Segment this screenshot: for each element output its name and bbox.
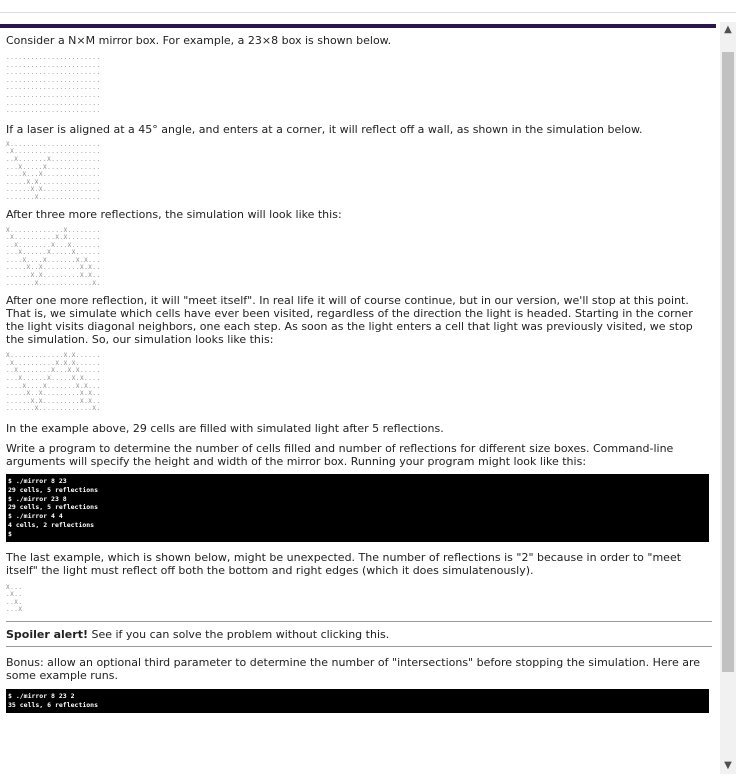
divider-bottom xyxy=(6,646,712,647)
laser-intro-paragraph: If a laser is aligned at a 45° angle, and enters at a corner, it will reflect off a wall, as shown in the simulation below. xyxy=(6,122,643,136)
vertical-scrollbar[interactable] xyxy=(720,22,736,774)
console-line: 35 cells, 6 reflections xyxy=(8,700,99,709)
console-line: $ ./mirror 23 8 xyxy=(8,494,67,503)
spoiler-toggle[interactable] xyxy=(6,628,712,641)
console-line: $ ./mirror 8 23 2 xyxy=(8,691,75,700)
first-reflection-grid: X...................... .X..................... ..X.......X............ ...X.....X............. ....X...X.............. .....X.X............... ......X.X.............. .......X............... xyxy=(6,140,101,201)
write-program-paragraph: Write a program to determine the number of cells filled and number of reflections for different size boxes. Command-line arguments will specify the height and width of the mirror box. Running your program might look like this: xyxy=(6,442,674,468)
header-accent-bar xyxy=(0,24,716,28)
console-example-1 xyxy=(6,474,709,542)
small-grid: X... .X.. ..X. ...X xyxy=(6,583,23,614)
intro-paragraph: Consider a N×M mirror box. For example, a 23×8 box is shown below. xyxy=(6,34,392,47)
spoiler-text: See if you can solve the problem without clicking this. xyxy=(87,627,390,641)
three-reflections-grid: X.............X........ .X..........X.X........ ..X........X...X....... ...X......X.....X...... ....X....X.......X.X... .....X..X.........X.X.. ......X.X.........X.X.. .......X.............X. xyxy=(6,226,101,287)
console-line: 29 cells, 5 reflections xyxy=(8,503,99,512)
console-line: $ xyxy=(8,529,12,538)
meet-itself-paragraph: After one more reflection, it will "meet itself". In real life it will of course continue, but in our version, we'll stop at this point. That is, we simulate which cells have ever been visited, regardless of the direction the light is headed. Starting in the corner the light visits diagonal neighbors, one each step. As soon as the light enters a cell that light was previously visited, we stop the simulation. So, our simulation looks like this: xyxy=(6,294,693,347)
console-line: 4 cells, 2 reflections xyxy=(8,520,95,529)
console-line: 29 cells, 5 reflections xyxy=(8,485,99,494)
scroll-up-icon[interactable]: ▲ xyxy=(724,24,732,35)
final-simulation-grid: X.............X.X...... .X..........X.X.X...... ..X........X...X.X..... ...X......X.....X.X.... ....X....X.......X.X... .....X..X.........X.X.. ......X.X.........X.X.. .......X.............X. xyxy=(6,352,101,413)
browser-top-edge xyxy=(0,0,736,13)
last-example-paragraph: The last example, which is shown below, might be unexpected. The number of reflections is "2" because in order to "meet itself" the light must reflect off both the bottom and right edges (which it does simulatenously). xyxy=(6,550,682,577)
spoiler-label: Spoiler alert! xyxy=(6,627,88,641)
three-reflections-paragraph: After three more reflections, the simulation will look like this: xyxy=(6,207,342,221)
bonus-paragraph: Bonus: allow an optional third parameter to determine the number of "intersections" before stopping the simulation. Here are some example runs. xyxy=(6,655,701,682)
console-example-2 xyxy=(6,689,709,713)
empty-grid: ....................... ....................... ....................... ....................... ....................... ....................... ....................... ....................... xyxy=(6,54,101,115)
scroll-down-icon[interactable]: ▼ xyxy=(724,760,732,771)
result-paragraph: In the example above, 29 cells are filled with simulated light after 5 reflections. xyxy=(6,422,444,435)
console-line: $ ./mirror 4 4 xyxy=(8,512,63,521)
console-line: $ ./mirror 8 23 xyxy=(8,477,67,485)
article-content xyxy=(6,30,712,770)
divider-top xyxy=(6,621,712,622)
scrollbar-thumb[interactable] xyxy=(722,52,734,672)
